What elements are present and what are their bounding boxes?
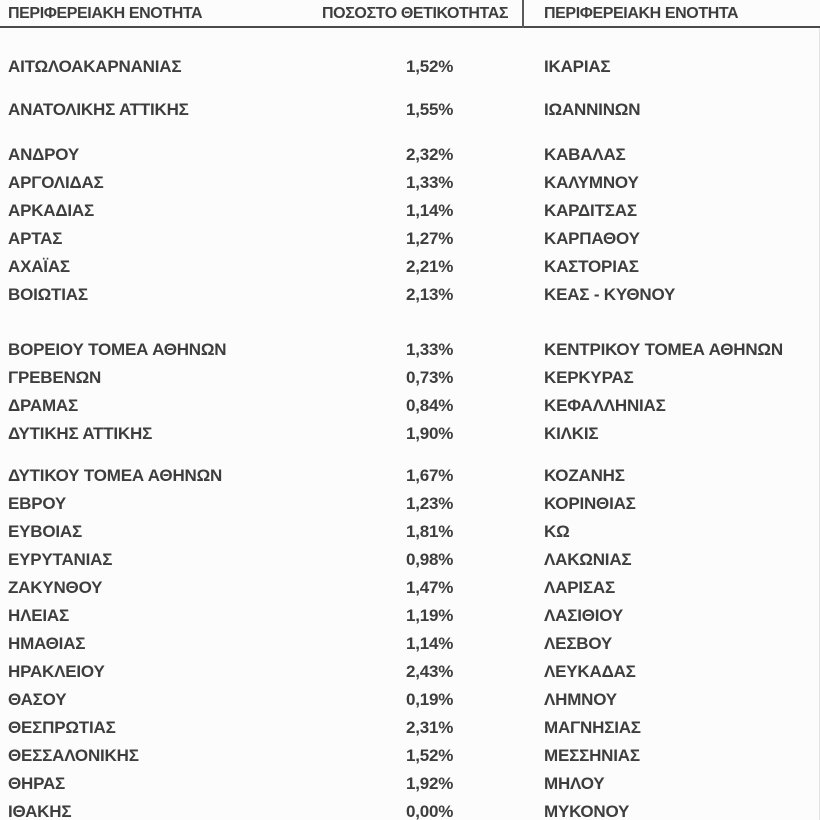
region-right-cell: ΚΩ — [544, 522, 570, 541]
region-right-cell: ΙΚΑΡΙΑΣ — [544, 57, 611, 76]
table-row — [0, 658, 820, 686]
table-row — [0, 281, 820, 309]
positivity-value: 0,84% — [406, 396, 454, 415]
region-left-cell: ΑΙΤΩΛΟΑΚΑΡΝΑΝΙΑΣ — [8, 57, 182, 76]
table-row — [0, 574, 820, 602]
region-left-cell: ΕΥΒΟΙΑΣ — [8, 522, 82, 541]
positivity-value: 2,43% — [406, 662, 454, 681]
region-left-cell: ΕΒΡΟΥ — [8, 494, 67, 513]
positivity-value: 1,14% — [406, 201, 454, 220]
region-right-cell: ΛΕΥΚΑΔΑΣ — [544, 662, 636, 681]
region-left-cell: ΕΥΡΥΤΑΝΙΑΣ — [8, 550, 113, 569]
header-region-left: ΠΕΡΙΦΕΡΕΙΑΚΗ ΕΝΟΤΗΤΑ — [8, 5, 203, 22]
region-right-cell: ΚΟΖΑΝΗΣ — [544, 466, 625, 485]
positivity-value: 1,52% — [406, 57, 454, 76]
region-right-cell: ΛΕΣΒΟΥ — [544, 634, 613, 653]
positivity-value: 2,13% — [406, 285, 454, 304]
table-row — [0, 53, 820, 81]
positivity-value: 0,98% — [406, 550, 454, 569]
positivity-value: 0,19% — [406, 690, 454, 709]
table-row — [0, 225, 820, 253]
table-row — [0, 197, 820, 225]
region-left-cell: ΗΡΑΚΛΕΙΟΥ — [8, 662, 105, 681]
positivity-value: 1,67% — [406, 466, 454, 485]
header-positivity: ΠΟΣΟΣΤΟ ΘΕΤΙΚΟΤΗΤΑΣ — [322, 5, 509, 22]
table-row — [0, 462, 820, 490]
positivity-value: 0,00% — [406, 802, 454, 820]
positivity-value: 0,73% — [406, 368, 454, 387]
table-row — [0, 798, 820, 820]
table-row — [0, 96, 820, 124]
positivity-value: 2,32% — [406, 145, 454, 164]
region-right-cell: ΚΑΡΔΙΤΣΑΣ — [544, 201, 637, 220]
region-left-cell: ΘΑΣΟΥ — [8, 690, 67, 709]
positivity-value: 1,92% — [406, 774, 454, 793]
region-left-cell: ΗΛΕΙΑΣ — [8, 606, 69, 625]
table-header — [0, 0, 820, 28]
region-right-cell: ΜΥΚΟΝΟΥ — [544, 802, 630, 820]
positivity-value: 1,27% — [406, 229, 454, 248]
table-row — [0, 630, 820, 658]
region-right-cell: ΚΕΡΚΥΡΑΣ — [544, 368, 634, 387]
table-body — [0, 28, 820, 820]
region-right-cell: ΚΑΣΤΟΡΙΑΣ — [544, 257, 639, 276]
region-right-cell: ΜΑΓΝΗΣΙΑΣ — [544, 718, 641, 737]
region-left-cell: ΑΡΚΑΔΙΑΣ — [8, 201, 94, 220]
positivity-value: 1,19% — [406, 606, 454, 625]
region-left-cell: ΑΝΔΡΟΥ — [8, 145, 80, 164]
table-row — [0, 141, 820, 169]
positivity-value: 1,14% — [406, 634, 454, 653]
region-right-cell: ΛΑΡΙΣΑΣ — [544, 578, 615, 597]
region-left-cell: ΘΕΣΣΑΛΟΝΙΚΗΣ — [8, 746, 139, 765]
region-right-cell: ΚΙΛΚΙΣ — [544, 424, 599, 443]
region-left-cell: ΔΥΤΙΚΟΥ ΤΟΜΕΑ ΑΘΗΝΩΝ — [8, 466, 223, 485]
positivity-value: 1,33% — [406, 173, 454, 192]
region-left-cell: ΙΘΑΚΗΣ — [8, 802, 72, 820]
region-right-cell: ΚΕΝΤΡΙΚΟΥ ΤΟΜΕΑ ΑΘΗΝΩΝ — [544, 340, 783, 359]
table-row — [0, 253, 820, 281]
positivity-value: 1,55% — [406, 100, 454, 119]
region-left-cell: ΒΟΡΕΙΟΥ ΤΟΜΕΑ ΑΘΗΝΩΝ — [8, 340, 227, 359]
table-row — [0, 169, 820, 197]
region-left-cell: ΔΥΤΙΚΗΣ ΑΤΤΙΚΗΣ — [8, 424, 153, 443]
region-right-cell: ΛΑΚΩΝΙΑΣ — [544, 550, 632, 569]
region-left-cell: ΑΡΓΟΛΙΔΑΣ — [8, 173, 104, 192]
region-left-cell: ΑΝΑΤΟΛΙΚΗΣ ΑΤΤΙΚΗΣ — [8, 100, 189, 119]
region-left-cell: ΗΜΑΘΙΑΣ — [8, 634, 86, 653]
table-row — [0, 364, 820, 392]
positivity-value: 1,90% — [406, 424, 454, 443]
region-right-cell: ΙΩΑΝΝΙΝΩΝ — [544, 100, 641, 119]
table-row — [0, 336, 820, 364]
table-row — [0, 490, 820, 518]
region-left-cell: ΔΡΑΜΑΣ — [8, 396, 79, 415]
positivity-value: 1,47% — [406, 578, 454, 597]
positivity-value: 1,52% — [406, 746, 454, 765]
region-right-cell: ΚΑΛΥΜΝΟΥ — [544, 173, 639, 192]
table-row — [0, 714, 820, 742]
region-left-cell: ΓΡΕΒΕΝΩΝ — [8, 368, 102, 387]
table-row — [0, 770, 820, 798]
region-right-cell: ΛΗΜΝΟΥ — [544, 690, 617, 709]
region-right-cell: ΜΕΣΣΗΝΙΑΣ — [544, 746, 640, 765]
region-left-cell: ΘΗΡΑΣ — [8, 774, 66, 793]
region-right-cell: ΚΕΑΣ - ΚΥΘΝΟΥ — [544, 285, 676, 304]
region-right-cell: ΜΗΛΟΥ — [544, 774, 605, 793]
table-row — [0, 518, 820, 546]
region-right-cell: ΚΟΡΙΝΘΙΑΣ — [544, 494, 636, 513]
table-row — [0, 602, 820, 630]
positivity-value: 2,21% — [406, 257, 454, 276]
positivity-value: 1,23% — [406, 494, 454, 513]
region-right-cell: ΚΑΒΑΛΑΣ — [544, 145, 626, 164]
header-column-divider — [522, 0, 524, 28]
region-left-cell: ΑΧΑΪΑΣ — [8, 257, 70, 276]
positivity-value: 1,81% — [406, 522, 454, 541]
positivity-value: 2,31% — [406, 718, 454, 737]
region-right-cell: ΚΑΡΠΑΘΟΥ — [544, 229, 640, 248]
positivity-value: 1,33% — [406, 340, 454, 359]
region-right-cell: ΚΕΦΑΛΛΗΝΙΑΣ — [544, 396, 666, 415]
header-region-right: ΠΕΡΙΦΕΡΕΙΑΚΗ ΕΝΟΤΗΤΑ — [544, 5, 739, 22]
region-right-cell: ΛΑΣΙΘΙΟΥ — [544, 606, 623, 625]
table-row — [0, 420, 820, 448]
region-left-cell: ΑΡΤΑΣ — [8, 229, 63, 248]
table-row — [0, 546, 820, 574]
region-left-cell: ΒΟΙΩΤΙΑΣ — [8, 285, 88, 304]
table-row — [0, 742, 820, 770]
table-row — [0, 392, 820, 420]
region-left-cell: ΘΕΣΠΡΩΤΙΑΣ — [8, 718, 116, 737]
region-left-cell: ΖΑΚΥΝΘΟΥ — [8, 578, 103, 597]
table-row — [0, 686, 820, 714]
